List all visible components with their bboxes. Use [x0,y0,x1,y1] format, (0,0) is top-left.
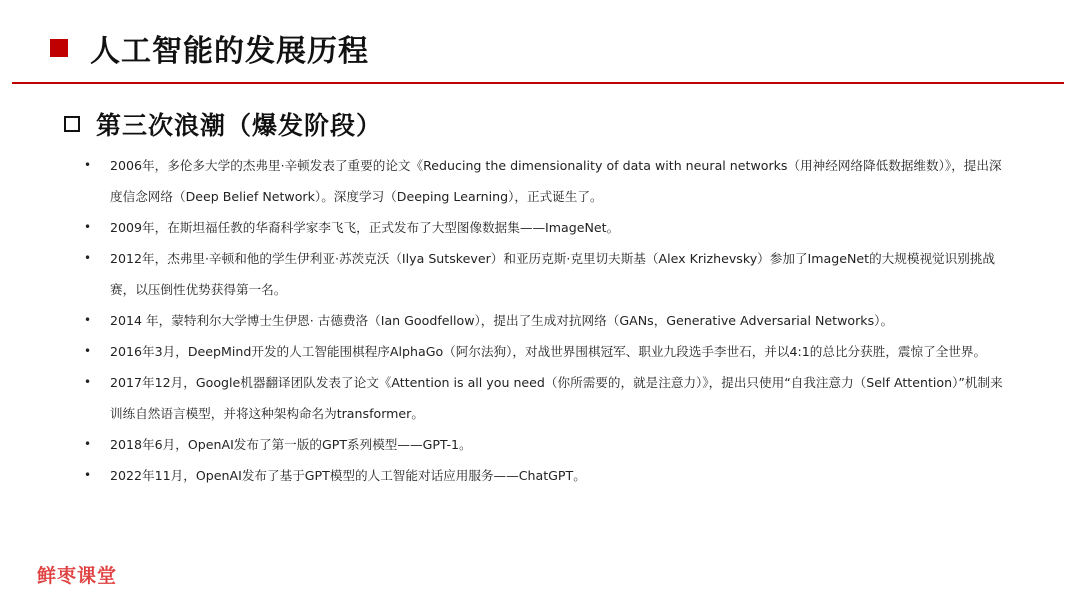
list-item [82,243,1012,305]
list-item [82,460,1012,491]
list-item-text: 2017年12月，Google机器翻译团队发表了论文《Attention is all you need（你所需要的，就是注意力）》，提出只使用“自我注意力（Self Attention）”机制来训练自然语言模型，并将这种架构命名为transformer。 [110,375,1003,421]
list-item-text: 2014 年，蒙特利尔大学博士生伊恩· 古德费洛（Ian Goodfellow），提出了生成对抗网络（GANs，Generative Adversarial Networks）。 [110,313,894,328]
bullet-dot-icon: • [84,220,92,234]
list-item-text: 2016年3月，DeepMind开发的人工智能围棋程序AlphaGo（阿尔法狗），对战世界围棋冠军、职业九段选手李世石，并以4:1的总比分获胜，震惊了全世界。 [110,344,987,359]
brand-logo: 鲜枣课堂 [37,565,118,587]
bullet-dot-icon: • [84,251,92,265]
section-header [64,104,382,144]
bullet-dot-icon: • [84,158,92,172]
list-item-text: 2009年，在斯坦福任教的华裔科学家李飞飞，正式发布了大型图像数据集——ImageNet。 [110,220,620,235]
page-title: 人工智能的发展历程 [90,34,369,69]
title-square-icon [50,39,68,57]
slide-header [50,26,369,70]
list-item-text: 2006年，多伦多大学的杰弗里·辛顿发表了重要的论文《Reducing the dimensionality of data with neural networks（用神经网络降低数据维数）》，提出深度信念网络（Deep Belief Network）。深度学习（Deeping Learning），正式诞生了。 [110,158,1002,204]
timeline-list [82,150,1012,491]
bullet-dot-icon: • [84,313,92,327]
list-item [82,305,1012,336]
list-item [82,367,1012,429]
list-item-text: 2012年，杰弗里·辛顿和他的学生伊利亚·苏茨克沃（Ilya Sutskever）和亚历克斯·克里切夫斯基（Alex Krizhevsky）参加了ImageNet的大规模视觉识别挑战赛，以压倒性优势获得第一名。 [110,251,996,297]
list-item [82,429,1012,460]
list-item [82,150,1012,212]
list-item [82,336,1012,367]
list-item [82,212,1012,243]
bullet-dot-icon: • [84,468,92,482]
section-title: 第三次浪潮（爆发阶段） [96,111,383,140]
bullet-dot-icon: • [84,344,92,358]
bullet-dot-icon: • [84,375,92,389]
list-item-text: 2018年6月，OpenAI发布了第一版的GPT系列模型——GPT-1。 [110,437,472,452]
bullet-dot-icon: • [84,437,92,451]
list-item-text: 2022年11月，OpenAI发布了基于GPT模型的人工智能对话应用服务——ChatGPT。 [110,468,586,483]
hollow-square-icon [64,116,80,132]
title-divider [12,82,1064,84]
